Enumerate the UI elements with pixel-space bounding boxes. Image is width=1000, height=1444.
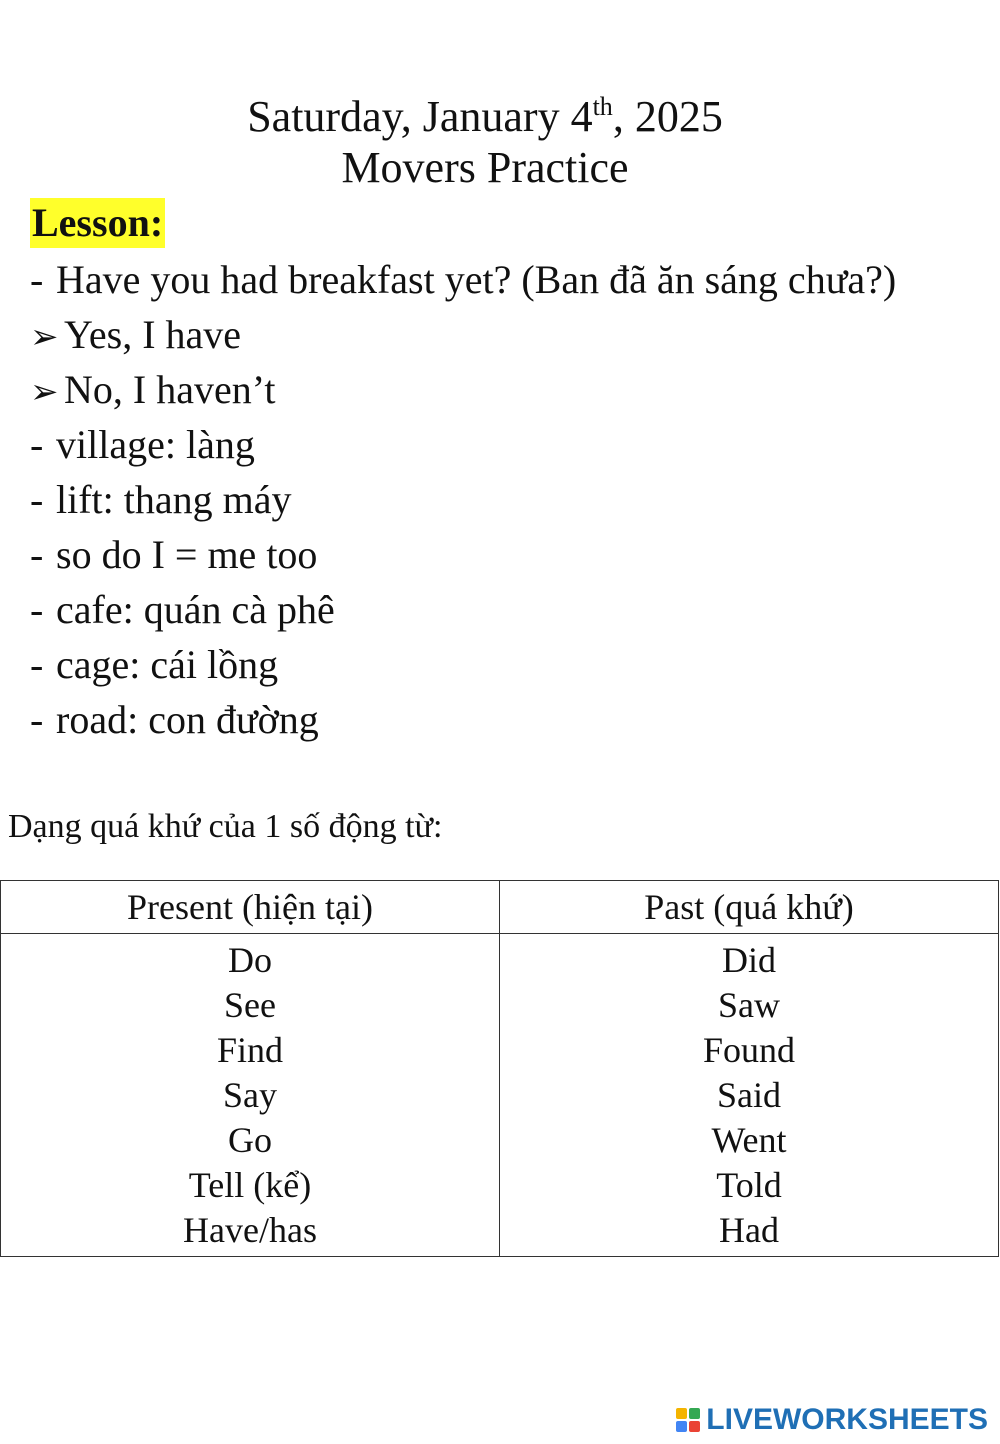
dash-marker: -: [30, 422, 44, 467]
list-item: [30, 472, 896, 527]
dash-marker: -: [30, 697, 44, 742]
page-title-date: [0, 92, 970, 142]
lesson-line-text: road: con đường: [56, 697, 319, 742]
past-cell: [500, 934, 999, 1257]
column-header-present: Present (hiện tại): [1, 881, 500, 934]
logo-square-icon: [676, 1408, 687, 1419]
list-item: [30, 417, 896, 472]
logo-square-icon: [676, 1421, 687, 1432]
verb-table: [0, 880, 999, 1257]
liveworksheets-logo-icon: [676, 1408, 700, 1432]
lesson-line-text: Yes, I have: [64, 312, 242, 357]
list-item: [30, 307, 896, 362]
present-verb: See: [224, 985, 276, 1025]
lesson-list: [30, 252, 896, 747]
lesson-line-text: so do I = me too: [56, 532, 318, 577]
logo-square-icon: [689, 1421, 700, 1432]
list-item: [30, 527, 896, 582]
past-verb: Said: [716, 1075, 781, 1115]
present-verb: Have/has: [183, 1210, 317, 1250]
arrow-bullet-icon: ➢: [30, 319, 59, 356]
verbs-caption: Dạng quá khứ của 1 số động từ:: [8, 808, 443, 845]
table-header-row: [1, 881, 999, 934]
lesson-line-text: Have you had breakfast yet? (Ban đã ăn sáng chưa?): [56, 257, 897, 302]
list-item: [30, 582, 896, 637]
past-verb: Went: [711, 1120, 787, 1160]
lesson-line-text: cafe: quán cà phê: [56, 587, 335, 632]
present-verb: Say: [223, 1075, 277, 1115]
present-verb: Find: [216, 1030, 284, 1070]
lesson-line-text: village: làng: [56, 422, 255, 467]
arrow-bullet-icon: ➢: [30, 374, 59, 411]
dash-marker: -: [30, 477, 44, 522]
list-item: [30, 362, 896, 417]
lesson-line-text: lift: thang máy: [56, 477, 292, 522]
past-verb: Did: [722, 940, 776, 980]
lesson-line-text: cage: cái lồng: [56, 642, 279, 687]
date-suffix: , 2025: [612, 92, 723, 141]
present-verb: Tell (kể): [188, 1165, 312, 1205]
list-item: [30, 252, 896, 307]
past-verb: Found: [702, 1030, 796, 1070]
date-prefix: Saturday, January 4: [247, 92, 593, 141]
table-row: [1, 934, 999, 1257]
logo-square-icon: [689, 1408, 700, 1419]
dash-marker: -: [30, 532, 44, 577]
dash-marker: -: [30, 257, 44, 302]
page-subtitle: Movers Practice: [341, 143, 629, 192]
past-verb: Saw: [718, 985, 780, 1025]
dash-marker: -: [30, 642, 44, 687]
date-superscript: th: [592, 92, 613, 121]
list-item: [30, 637, 896, 692]
dash-marker: -: [30, 587, 44, 632]
past-verb: Had: [719, 1210, 779, 1250]
lesson-line-text: No, I haven’t: [64, 367, 276, 412]
past-verb: Told: [716, 1165, 782, 1205]
present-verb: Do: [228, 940, 272, 980]
list-item: [30, 692, 896, 747]
lesson-label: Lesson:: [30, 198, 165, 248]
present-cell: [1, 934, 500, 1257]
present-verb: Go: [228, 1120, 272, 1160]
column-header-past: Past (quá khứ): [500, 881, 999, 934]
liveworksheets-logo: [676, 1402, 988, 1438]
brand-text: LIVEWORKSHEETS: [706, 1403, 988, 1436]
